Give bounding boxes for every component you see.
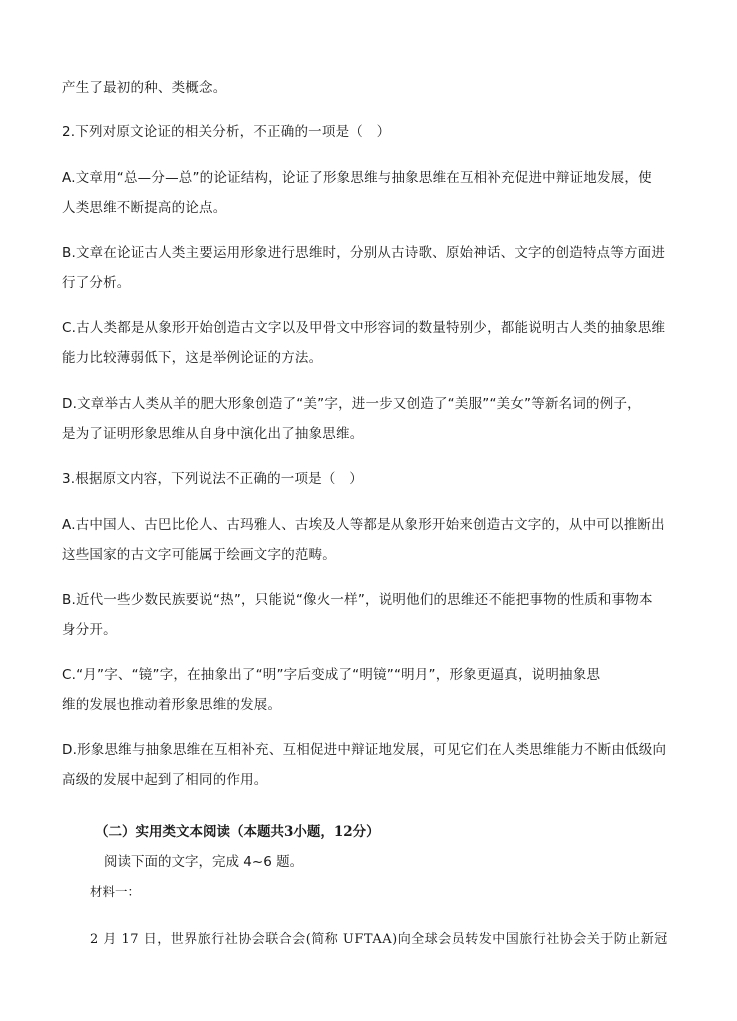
question-2-option-c-line-1: C.古人类都是从象形开始创造古文字以及甲骨文中形容词的数量特别少，都能说明古人类的抽象思维 (62, 320, 666, 336)
question-3-option-b-line-2: 身分开。 (62, 622, 117, 638)
material-1-label: 材料一： (90, 884, 141, 899)
question-3-option-c-line-2: 维的发展也推动着形象思维的发展。 (62, 697, 282, 713)
question-3-option-a-line-2: 这些国家的古文字可能属于绘画文字的范畴。 (62, 547, 336, 563)
question-2-option-a-line-2: 人类思维不断提高的论点。 (62, 200, 227, 216)
question-2-option-d-line-1: D.文章举古人类从羊的肥大形象创造了“美”字，进一步又创造了“美服”“美女”等新名词的例子， (62, 396, 641, 412)
intro-tail-text: 产生了最初的种、类概念。 (62, 80, 227, 96)
question-3-option-a-line-1: A.古中国人、古巴比伦人、古玛雅人、古埃及人等都是从象形开始来创造古文字的，从中可以推断出 (62, 517, 665, 533)
question-3-stem: 3.根据原文内容，下列说法不正确的一项是（ ） (62, 471, 363, 487)
question-3-option-b-line-1: B.近代一些少数民族要说“热”，只能说“像火一样”，说明他们的思维还不能把事物的性质和事物本 (62, 592, 653, 608)
question-2-option-c-line-2: 能力比较薄弱低下，这是举例论证的方法。 (62, 350, 323, 366)
question-3-option-c-line-1: C.“月”字、“镜”字，在抽象出了“明”字后变成了“明镜”“明月”，形象更逼真，说明抽象思 (62, 667, 601, 683)
material-1-first-line: 2 月 17 日，世界旅行社协会联合会(简称 UFTAA)向全球会员转发中国旅行社协会关于防止新冠 (90, 932, 668, 947)
section-2-title: （二）实用类文本阅读（本题共3小题，12分） (95, 824, 380, 840)
question-2-option-b-line-1: B.文章在论证古人类主要运用形象进行思维时，分别从古诗歌、原始神话、文字的创造特点等方面进 (62, 245, 666, 261)
question-2-stem: 2.下列对原文论证的相关分析，不正确的一项是（ ） (62, 124, 391, 140)
section-2-instruction: 阅读下面的文字，完成 4~6 题。 (104, 854, 304, 870)
question-2-option-a-line-1: A.文章用“总—分—总”的论证结构，论证了形象思维与抽象思维在互相补充促进中辩证地发展，使 (62, 170, 652, 186)
question-2-option-b-line-2: 行了分析。 (62, 275, 131, 291)
question-3-option-d-line-2: 高级的发展中起到了相同的作用。 (62, 772, 268, 788)
question-3-option-d-line-1: D.形象思维与抽象思维在互相补充、互相促进中辩证地发展，可见它们在人类思维能力不断由低级向 (62, 742, 667, 758)
question-2-option-d-line-2: 是为了证明形象思维从自身中演化出了抽象思维。 (62, 426, 364, 442)
